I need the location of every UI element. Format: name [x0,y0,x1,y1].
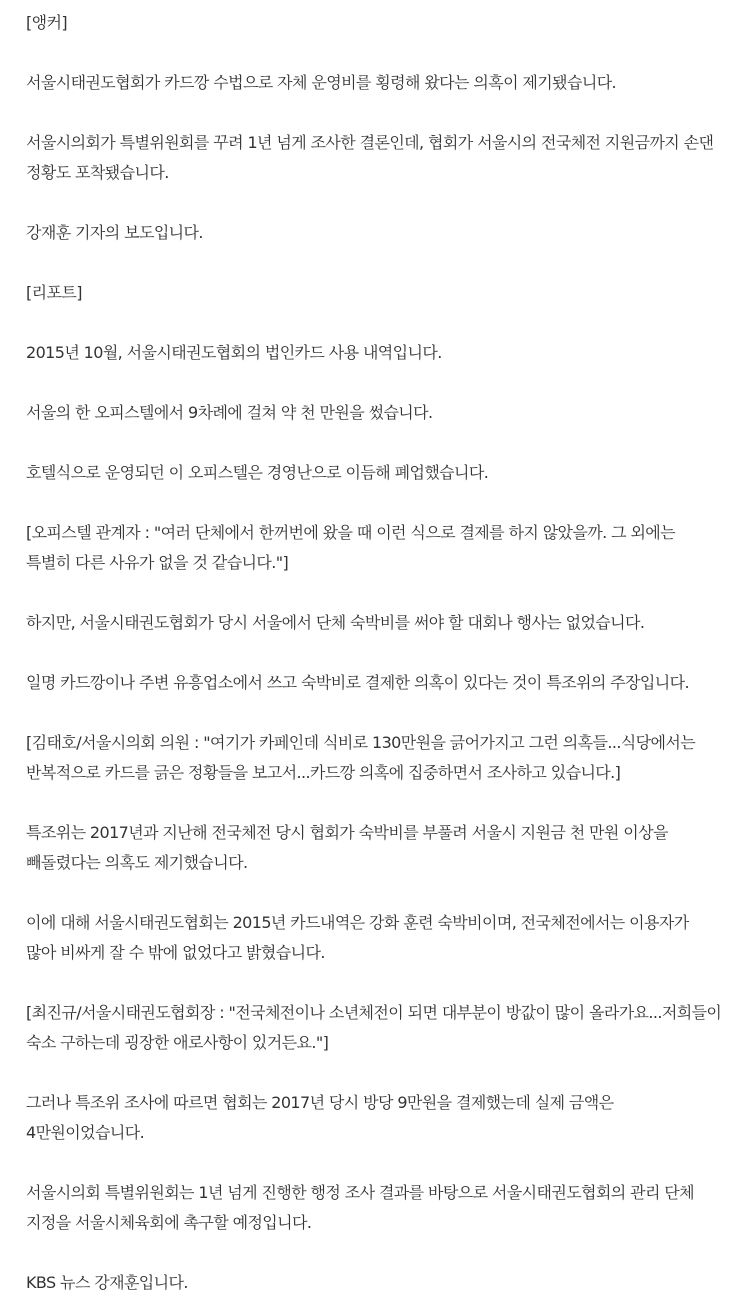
paragraph: 이에 대해 서울시태권도협회는 2015년 카드내역은 강화 훈련 숙박비이며, 전국체전에서는 이용자가 많아 비싸게 잘 수 밖에 없었다고 밝혔습니다. [26,913,689,962]
paragraph: 서울시태권도협회가 카드깡 수법으로 자체 운영비를 횡령해 왔다는 의혹이 제기됐습니다. [26,73,617,92]
quote-paragraph: [오피스텔 관계자 : "여러 단체에서 한꺼번에 왔을 때 이런 식으로 결제를 하지 않았을까. 그 외에는 특별히 다른 사유가 없을 것 같습니다."] [26,523,676,572]
paragraph: 서울시의회가 특별위원회를 꾸려 1년 넘게 조사한 결론인데, 협회가 서울시의 전국체전 지원금까지 손댄 정황도 포착됐습니다. [26,133,714,182]
paragraph: 일명 카드깡이나 주변 유흥업소에서 쓰고 숙박비로 결제한 의혹이 있다는 것이 특조위의 주장입니다. [26,673,689,692]
paragraph: 서울의 한 오피스텔에서 9차례에 걸쳐 약 천 만원을 썼습니다. [26,403,433,422]
paragraph: 호텔식으로 운영되던 이 오피스텔은 경영난으로 이듬해 폐업했습니다. [26,463,489,482]
paragraph: 그러나 특조위 조사에 따르면 협회는 2017년 당시 방당 9만원을 결제했는데 실제 금액은 4만원이었습니다. [26,1093,614,1142]
paragraph: 강재훈 기자의 보도입니다. [26,223,203,242]
quote-paragraph: [최진규/서울시태권도협회장 : "전국체전이나 소년체전이 되면 대부분이 방값이 많이 올라가요...저희들이 숙소 구하는데 굉장한 애로사항이 있거든요."] [26,1003,722,1052]
paragraph: 2015년 10월, 서울시태권도협회의 법인카드 사용 내역입니다. [26,343,442,362]
paragraph-report-label: [리포트] [26,283,82,302]
paragraph-anchor-label: [앵커] [26,13,67,32]
paragraph: 하지만, 서울시태권도협회가 당시 서울에서 단체 숙박비를 써야 할 대회나 행사는 없었습니다. [26,613,645,632]
paragraph: 서울시의회 특별위원회는 1년 넘게 진행한 행정 조사 결과를 바탕으로 서울시태권도협회의 관리 단체 지정을 서울시체육회에 촉구할 예정입니다. [26,1183,695,1232]
quote-paragraph: [김태호/서울시의회 의원 : "여기가 카페인데 식비로 130만원을 긁어가지고 그런 의혹들...식당에서는 반복적으로 카드를 긁은 정황들을 보고서...카드깡 의혹에 집중하면서 조사하고 있습니다.] [26,733,696,782]
sign-off-paragraph: KBS 뉴스 강재훈입니다. [26,1273,188,1292]
paragraph: 특조위는 2017년과 지난해 전국체전 당시 협회가 숙박비를 부풀려 서울시 지원금 천 만원 이상을 빼돌렸다는 의혹도 제기했습니다. [26,823,668,872]
